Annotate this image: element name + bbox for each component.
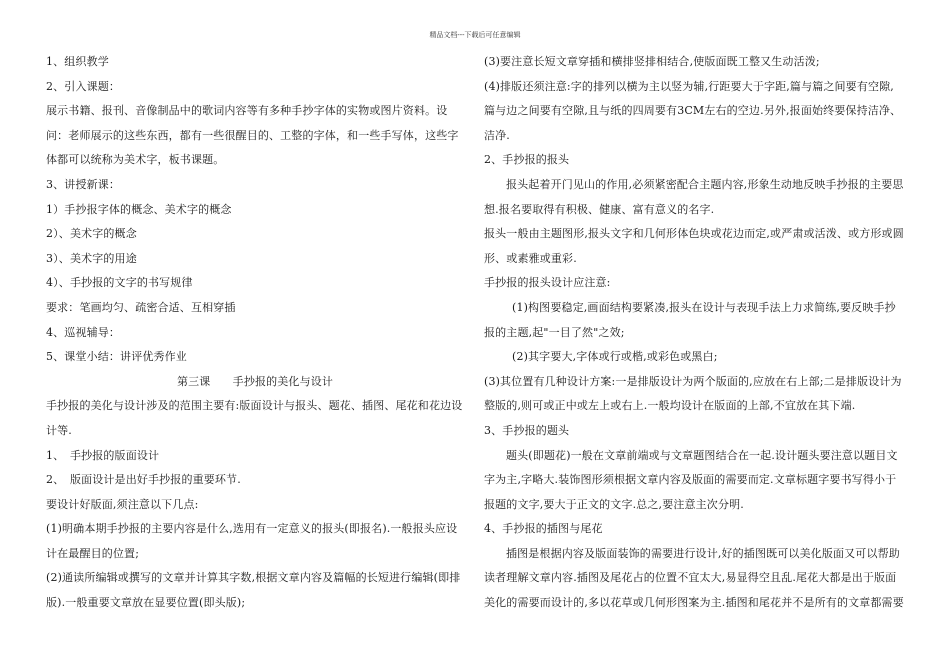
left-paragraph: 要求：笔画均匀、疏密合适、互相穿插 xyxy=(46,300,236,314)
left-paragraph: 1、组织教学 xyxy=(46,55,109,68)
left-paragraph: 5、课堂小结：讲评优秀作业 xyxy=(46,350,187,364)
right-paragraph: 报头起着开门见山的作用,必须紧密配合主题内容,形象生动地反映手抄报的主要思想.报名要取得有积极、健康、富有意义的名字. xyxy=(484,177,904,216)
left-paragraph: 1）手抄报字体的概念、美术字的概念 xyxy=(46,202,232,216)
right-paragraph: (3)其位置有几种设计方案:一是排版设计为两个版面的,应放在右上部;二是排版设计为整版的,则可或正中或左上或右上.一般均设计在版面的上部,不宜放在其下端. xyxy=(484,374,902,413)
left-paragraph: 4）、手抄报的文字的书写规律 xyxy=(46,276,193,290)
left-paragraph: 3）、美术字的用途 xyxy=(46,251,137,265)
left-paragraph: 3、讲授新课： xyxy=(46,177,121,191)
left-paragraph: 展示书籍、报刊、音像制品中的歌词内容等有多种手抄字体的实物或图片资料。设问：老师展示的这些东西，都有一些很醒目的、工整的字体，和一些手写体，这些字体都可以统称为美术字，板书课题。 xyxy=(46,104,459,167)
right-paragraph: 3、手抄报的题头 xyxy=(484,423,570,437)
right-paragraph: (4)排版还须注意:字的排列以横为主以竖为辅,行距要大于字距,篇与篇之间要有空隙,篇与边之间要有空隙,且与纸的四周要有3CM左右的空边.另外,报面始终要保持洁净、洁净. xyxy=(484,79,902,142)
right-paragraph: 报头一般由主题图形,报头文字和几何形体色块或花边而定,或严肃或活泼、或方形或圆形、或素雅或重彩. xyxy=(484,227,904,265)
right-paragraph: (1)构图要稳定,画面结构要紧凑,报头在设计与表现手法上力求简练,要反映手抄报的主题,起"一目了然"之效; xyxy=(484,300,896,339)
left-paragraph: 2、引入课题： xyxy=(46,79,121,93)
left-paragraph: 1、 手抄报的版面设计 xyxy=(46,448,160,462)
left-paragraph: 4、巡视辅导： xyxy=(46,325,121,339)
right-paragraph: 2、手抄报的报头 xyxy=(484,153,570,167)
right-paragraph: 插图是根据内容及版面装饰的需要进行设计,好的插图既可以美化版面又可以帮助读者理解文章内容.插图及尾花占的位置不宜太大,易显得空且乱.尾花大都是出于版面美化的需要而设计的,多以花草或几何形图案为主.插图和尾花并不是所有的文章都需要 xyxy=(484,546,904,610)
left-column xyxy=(46,50,464,616)
right-paragraph: (3)要注意长短文章穿插和横排竖排相结合,使版面既工整又生动活泼; xyxy=(484,55,820,68)
left-paragraph: 第三课 手抄报的美化与设计 xyxy=(176,374,334,388)
right-paragraph: 手抄报的报头设计应注意: xyxy=(484,276,611,290)
right-paragraph: 4、手抄报的插图与尾花 xyxy=(484,522,603,536)
left-paragraph: (1)明确本期手抄报的主要内容是什么,选用有一定意义的报头(即报名).一般报头应设计在最醒目的位置; xyxy=(46,522,458,560)
left-paragraph: 要设计好版面,须注意以下几点: xyxy=(46,497,199,511)
right-paragraph: 题头(即题花)一般在文章前端或与文章题图结合在一起.设计题头要注意以题目文字为主,字略大.装饰图形须根据文章内容及版面的需要而定.文章标题字要书写得小于报题的文字,要大于正文的文字.总之,要注意主次分明. xyxy=(484,448,898,511)
left-paragraph: 2）、美术字的概念 xyxy=(46,227,137,241)
right-column xyxy=(484,50,904,616)
left-paragraph: (2)通读所编辑或撰写的文章并计算其字数,根据文章内容及篇幅的长短进行编辑(即排版).一般重要文章放在显要位置(即头版); xyxy=(46,571,461,610)
page-header: 精品文档---下载后可任意编辑 xyxy=(429,31,521,39)
left-paragraph: 2、 版面设计是出好手抄报的重要环节. xyxy=(46,473,241,487)
left-paragraph: 手抄报的美化与设计涉及的范围主要有:版面设计与报头、题花、插图、尾花和花边设计等. xyxy=(46,399,463,437)
right-paragraph: (2)其字要大,字体或行或楷,或彩色或黑白; xyxy=(512,350,718,364)
